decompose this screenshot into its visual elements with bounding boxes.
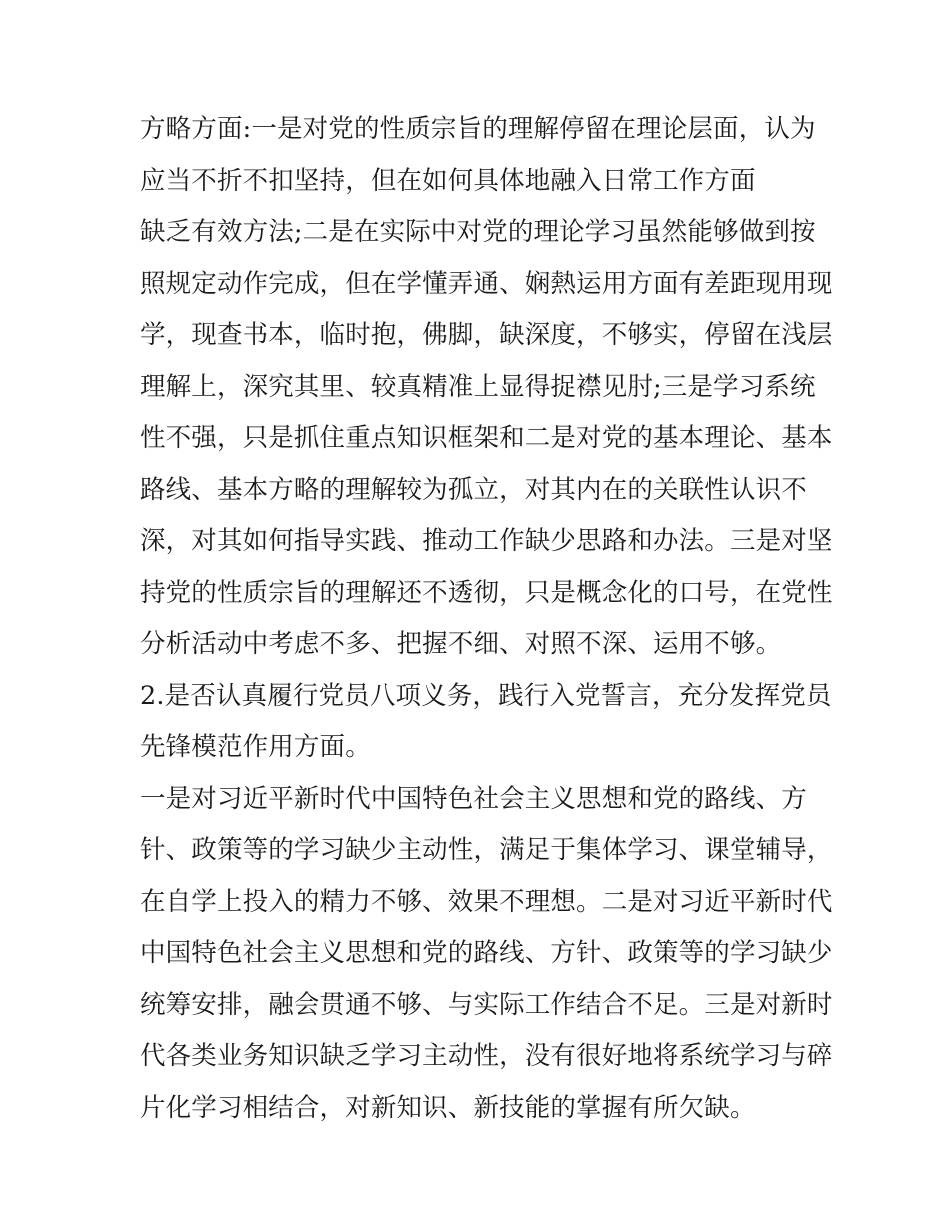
text-line: 深，对其如何指导实践、推动工作缺少思路和办法。三是对坚 [140, 526, 833, 556]
text-line: 照规定动作完成，但在学懂弄通、娴熱运用方面有差距现用现 [140, 269, 833, 299]
section-heading-line: 先锋模范作用方面。 [140, 732, 371, 762]
text-line: 理解上，深究其里、较真精准上显得捉襟见肘;三是学习系统 [140, 372, 816, 402]
text-line: 缺乏有效方法;二是在实际中对党的理论学习虽然能够做到按 [140, 217, 816, 247]
text-line: 应当不折不扣坚持，但在如何具体地融入日常工作方面 [140, 166, 756, 196]
text-line: 代各类业务知识缺乏学习主动性，没有很好地将系统学习与碎 [140, 1041, 833, 1071]
text-line: 片化学习相结合，对新知识、新技能的掌握有所欠缺。 [140, 1093, 756, 1123]
text-line: 在自学上投入的精力不够、效果不理想。二是对习近平新时代 [140, 887, 833, 917]
text-line: 针、政策等的学习缺少主动性，满足于集体学习、课堂辅导， [140, 835, 833, 865]
section-heading-line: 2.是否认真履行党员八项义务，践行入党誓言，充分发挥党员 [140, 681, 832, 711]
text-line: 性不强，只是抓住重点知识框架和二是对党的基本理论、基本 [140, 423, 833, 453]
text-line: 方略方面:一是对党的性质宗旨的理解停留在理论层面，认为 [140, 114, 816, 144]
text-line: 一是对习近平新时代中国特色社会主义思想和党的路线、方 [140, 784, 807, 814]
text-line: 统筹安排，融会贯通不够、与实际工作结合不足。三是对新时 [140, 990, 833, 1020]
text-line: 分析活动中考虑不多、把握不细、对照不深、运用不够。 [140, 629, 782, 659]
text-line: 中国特色社会主义思想和党的路线、方针、政策等的学习缺少 [140, 938, 833, 968]
text-line: 持党的性质宗旨的理解还不透彻，只是概念化的口号，在党性 [140, 578, 833, 608]
text-line: 学，现查书本，临时抱，佛脚，缺深度，不够实，停留在浅层 [140, 320, 833, 350]
text-line: 路线、基本方略的理解较为孤立，对其内在的关联性认识不 [140, 475, 807, 505]
